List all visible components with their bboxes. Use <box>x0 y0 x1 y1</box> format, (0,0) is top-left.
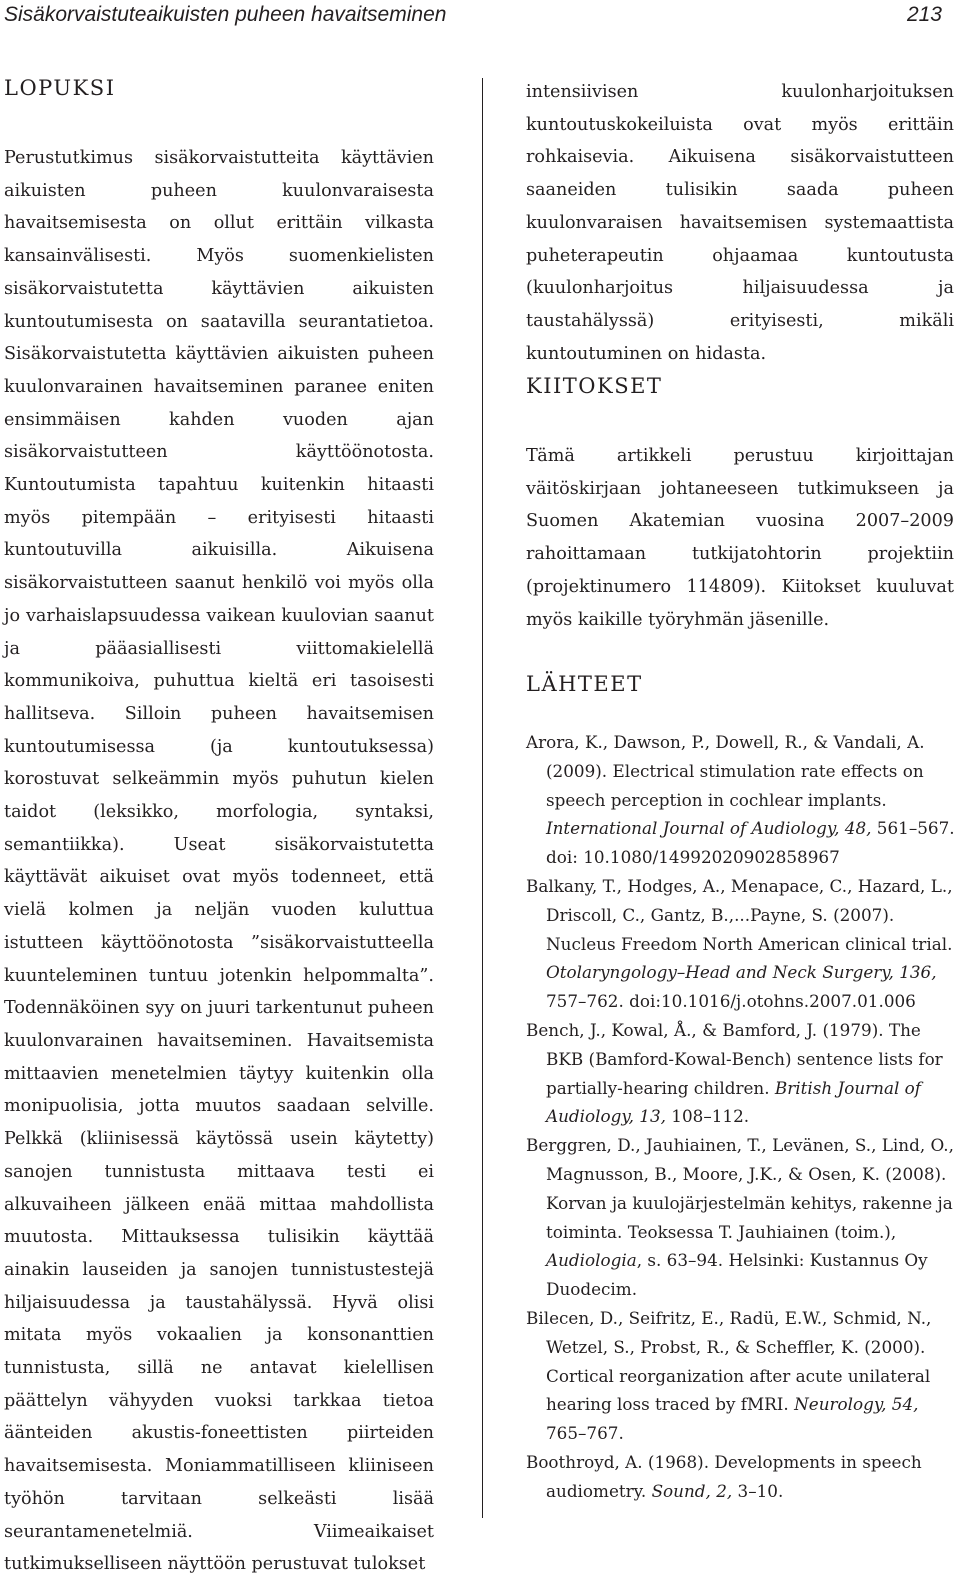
reference-pages: 765–767. <box>546 1423 624 1444</box>
continuation-paragraph: intensiivisen kuulonharjoituksen kuntoutuskokeiluista ovat myös erittäin rohkaisevia. Aikuisena sisäkorvaistutteen saaneiden tulisikin saada puheen kuulonvaraisen havaitsemisen systemaattista puheterapeutin ohjaamaa kuntoutusta (kuulonharjoitus hiljaisuudessa ja taustahälyssä) erityisesti, mikäli kuntoutuminen on hidasta. <box>526 82 954 364</box>
section-heading-lopuksi: LOPUKSI <box>4 76 116 100</box>
section-heading-kiitokset: KIITOKSET <box>526 374 663 398</box>
reference-item <box>526 1304 956 1448</box>
reference-item <box>526 728 956 872</box>
reference-item <box>526 1016 956 1131</box>
reference-pages: 561–567. doi: 10.1080/14992020902858967 <box>546 818 955 868</box>
reference-text: Balkany, T., Hodges, A., Menapace, C., Hazard, L., Driscoll, C., Gantz, B.,...Payne, S. (2007). Nucleus Freedom North American clinical trial. <box>526 875 953 954</box>
reference-source-italic: British Journal of Audiology, 13, <box>546 1077 921 1127</box>
reference-pages: 757–762. doi:10.1016/j.otohns.2007.01.006 <box>546 991 916 1012</box>
reference-text: Arora, K., Dawson, P., Dowell, R., & Vandali, A. (2009). Electrical stimulation rate effects on speech perception in cochlear implants. <box>526 732 925 810</box>
reference-item <box>526 872 956 1016</box>
page-number: 213 <box>906 3 942 26</box>
reference-text: Boothroyd, A. (1968). Developments in speech audiometry. <box>526 1451 922 1501</box>
reference-pages: 3–10. <box>732 1480 784 1501</box>
reference-source-italic: Audiologia <box>546 1250 637 1271</box>
section-heading-lahteet: LÄHTEET <box>526 672 643 696</box>
acknowledgements-paragraph: Tämä artikkeli perustuu kirjoittajan väitöskirjaan johtaneeseen tutkimukseen ja Suomen Akatemian vuosina 2007–2009 rahoittamaan tutkijatohtorin projektiin (projektinumero 114809). Kiitokset kuuluvat myös kaikille työryhmän jäsenille. <box>526 446 954 630</box>
reference-list <box>526 728 956 1506</box>
reference-source-italic: Otolaryngology–Head and Neck Surgery, 136, <box>546 962 937 983</box>
running-head <box>4 0 942 30</box>
reference-item <box>526 1448 956 1506</box>
reference-pages: 108–112. <box>665 1106 750 1127</box>
conclusion-paragraph: Perustutkimus sisäkorvaistutteita käyttävien aikuisten puheen kuulonvaraisesta havaitsemisesta on ollut erittäin vilkasta kansainvälisesti. Myös suomenkielisten sisäkorvaistutetta käyttävien aikuisten kuntoutumisesta on saatavilla seurantatietoa. Sisäkorvaistutetta käyttävien aikuisten puheen kuulonvarainen havaitseminen paranee eniten ensimmäisen kahden vuoden ajan sisäkorvaistutteen käyttöönotosta. Kuntoutumista tapahtuu kuitenkin hitaasti myös pitempään – erityisesti hitaasti kuntoutuvilla aikuisilla. Aikuisena sisäkorvaistutteen saanut henkilö voi myös olla jo varhaislapsuudessa vaikean kuulovian saanut ja pääasiallisesti viittomakielellä kommunikoiva, puhuttua kieltä eri tasoisesti hallitseva. Silloin puheen havaitsemisen kuntoutumisessa (ja kuntoutuksessa) korostuvat selkeämmin myös puhutun kielen taidot (leksikko, morfologia, syntaksi, semantiikka). Useat sisäkorvaistutetta käyttävät aikuiset ovat myös todenneet, että vielä kolmen ja neljän vuoden kuluttua istutteen käyttöönotosta ”sisäkorvaistutteella kuunteleminen tuntuu jotenkin helpommalta”. Todennäköinen syy on juuri tarkentunut puheen kuulonvarainen havaitseminen. Havaitsemista mittaavien menetelmien täytyy kuitenkin olla monipuolisia, jotta muutos saadaan selville. Pelkkä (kliinisessä käytössä usein käytetty) sanojen tunnistusta mittaava testi ei alkuvaiheen jälkeen enää mittaa mahdollista muutosta. Mittauksessa tulisikin käyttää ainakin lauseiden ja sanojen tunnistustestejä hiljaisuudessa ja taustahälyssä. Hyvä olisi mitata myös vokaalien ja konsonanttien tunnistusta, sillä ne antavat kielellisen päättelyn vähyyden vuoksi tarkkaa tietoa äänteiden akustis-foneettisten piirteiden havaitsemisesta. Moniammatilliseen kliiniseen työhön tarvitaan selkeästi lisää seurantamenetelmiä. Viimeaikaiset tutkimukselliseen näyttöön perustuvat tulokset <box>4 148 434 1575</box>
reference-text: Bench, J., Kowal, Å., & Bamford, J. (1979). The BKB (Bamford-Kowal-Bench) sentence lists for partially-hearing children. <box>526 1019 943 1098</box>
reference-text: Bilecen, D., Seifritz, E., Radü, E.W., Schmid, N., Wetzel, S., Probst, R., & Scheffler, K. (2000). Cortical reorganization after acute unilateral hearing loss traced by fMRI. <box>526 1307 932 1415</box>
reference-source-italic: Sound, 2, <box>651 1480 733 1501</box>
reference-pages: , s. 63–94. Helsinki: Kustannus Oy Duodecim. <box>546 1250 928 1300</box>
reference-source-italic: Neurology, 54, <box>794 1394 919 1415</box>
reference-text: Berggren, D., Jauhiainen, T., Levänen, S., Lind, O., Magnusson, B., Moore, J.K., & Osen, K. (2008). Korvan ja kuulojärjestelmän kehitys, rakenne ja toiminta. Teoksessa T. Jauhiainen (toim.), <box>526 1135 954 1242</box>
reference-source-italic: International Journal of Audiology, 48, <box>546 818 872 839</box>
column-divider <box>482 78 483 1518</box>
reference-item <box>526 1131 956 1304</box>
running-head-title: Sisäkorvaistuteaikuisten puheen havaitseminen <box>4 3 447 26</box>
